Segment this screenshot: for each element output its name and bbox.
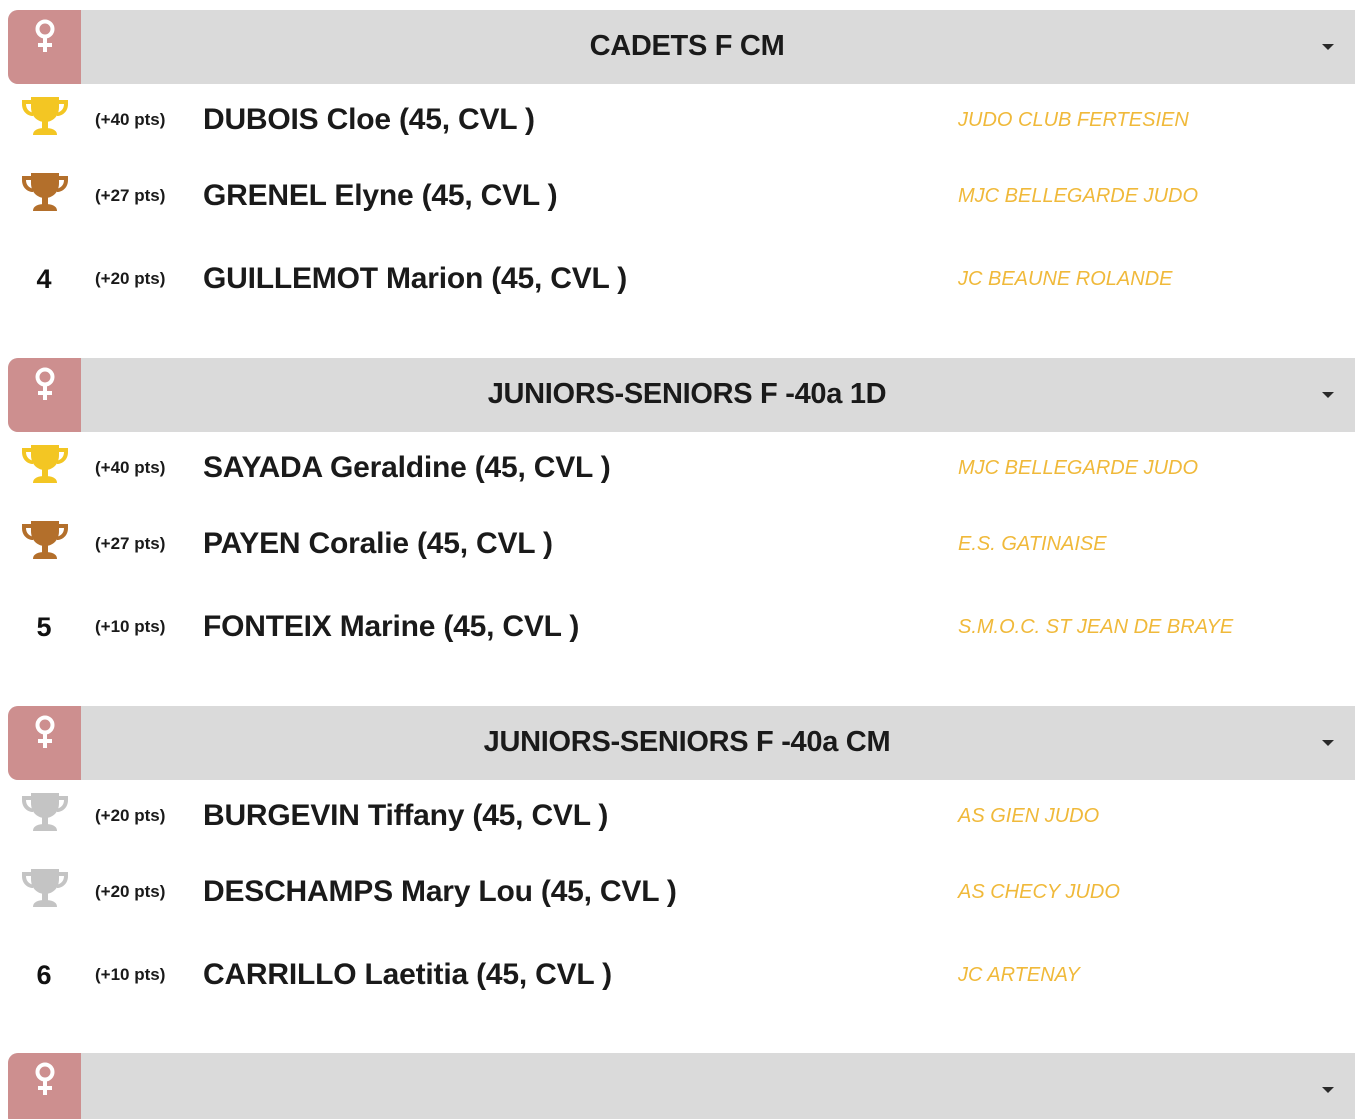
points-gain: (+20 pts) — [95, 882, 166, 901]
category-title: CADETS F CM — [589, 30, 785, 62]
category-block — [8, 706, 1355, 1022]
trophy-icon — [20, 95, 70, 139]
points-gain: (+27 pts) — [95, 186, 166, 205]
result-row — [8, 84, 1355, 160]
club-name: E.S. GATINAISE — [958, 533, 1107, 555]
points-gain: (+27 pts) — [95, 534, 166, 553]
athlete-name: DESCHAMPS Mary Lou (45, CVL ) — [203, 875, 677, 908]
trophy-icon — [20, 443, 70, 487]
result-row — [8, 584, 1355, 674]
result-row — [8, 780, 1355, 856]
points-gain: (+40 pts) — [95, 458, 166, 477]
athlete-name: PAYEN Coralie (45, CVL ) — [203, 527, 553, 560]
female-icon — [33, 366, 57, 406]
athlete-name: BURGEVIN Tiffany (45, CVL ) — [203, 799, 609, 832]
athlete-name: GUILLEMOT Marion (45, CVL ) — [203, 262, 628, 295]
club-name: JC BEAUNE ROLANDE — [958, 268, 1173, 290]
caret-down-icon[interactable] — [1322, 392, 1334, 398]
female-icon — [33, 1061, 57, 1101]
club-name: MJC BELLEGARDE JUDO — [958, 457, 1199, 479]
category-block — [8, 358, 1355, 674]
points-gain: (+40 pts) — [95, 110, 166, 129]
female-icon — [33, 18, 57, 58]
athlete-name: GRENEL Elyne (45, CVL ) — [203, 179, 558, 212]
club-name: AS GIEN JUDO — [958, 805, 1100, 827]
category-title: JUNIORS-SENIORS F -40a 1D — [487, 378, 887, 410]
points-gain: (+10 pts) — [95, 617, 166, 636]
rank-number: 6 — [36, 960, 52, 990]
club-name: JC ARTENAY — [958, 964, 1080, 986]
result-row — [8, 932, 1355, 1022]
club-name: AS CHECY JUDO — [958, 881, 1120, 903]
club-name: MJC BELLEGARDE JUDO — [958, 185, 1199, 207]
category-header[interactable] — [8, 358, 1355, 432]
points-gain: (+10 pts) — [95, 965, 166, 984]
rank-number: 4 — [36, 264, 52, 294]
result-row — [8, 236, 1355, 326]
athlete-name: DUBOIS Cloe (45, CVL ) — [203, 103, 535, 136]
athlete-name: FONTEIX Marine (45, CVL ) — [203, 610, 580, 643]
trophy-icon — [20, 171, 70, 215]
category-header[interactable] — [8, 706, 1355, 780]
category-title: JUNIORS-SENIORS F -40a CM — [483, 726, 891, 758]
trophy-icon — [20, 791, 70, 835]
club-name: JUDO CLUB FERTESIEN — [958, 109, 1189, 131]
gender-badge — [8, 706, 81, 780]
athlete-name: SAYADA Geraldine (45, CVL ) — [203, 451, 611, 484]
result-row — [8, 508, 1355, 584]
result-row — [8, 856, 1355, 932]
points-gain: (+20 pts) — [95, 806, 166, 825]
female-icon — [33, 714, 57, 754]
gender-badge — [8, 10, 81, 84]
result-row — [8, 160, 1355, 236]
caret-down-icon[interactable] — [1322, 740, 1334, 746]
gender-badge — [8, 1053, 81, 1119]
rank-number: 5 — [36, 612, 52, 642]
result-row — [8, 432, 1355, 508]
trophy-icon — [20, 867, 70, 911]
category-block — [8, 1053, 1355, 1119]
gender-badge — [8, 358, 81, 432]
trophy-icon — [20, 519, 70, 563]
club-name: S.M.O.C. ST JEAN DE BRAYE — [958, 616, 1234, 638]
category-header[interactable] — [8, 1053, 1355, 1119]
category-block — [8, 10, 1355, 326]
caret-down-icon[interactable] — [1322, 1087, 1334, 1093]
points-gain: (+20 pts) — [95, 269, 166, 288]
category-header[interactable] — [8, 10, 1355, 84]
category-title — [81, 1053, 1293, 1119]
athlete-name: CARRILLO Laetitia (45, CVL ) — [203, 958, 612, 991]
caret-down-icon[interactable] — [1322, 44, 1334, 50]
